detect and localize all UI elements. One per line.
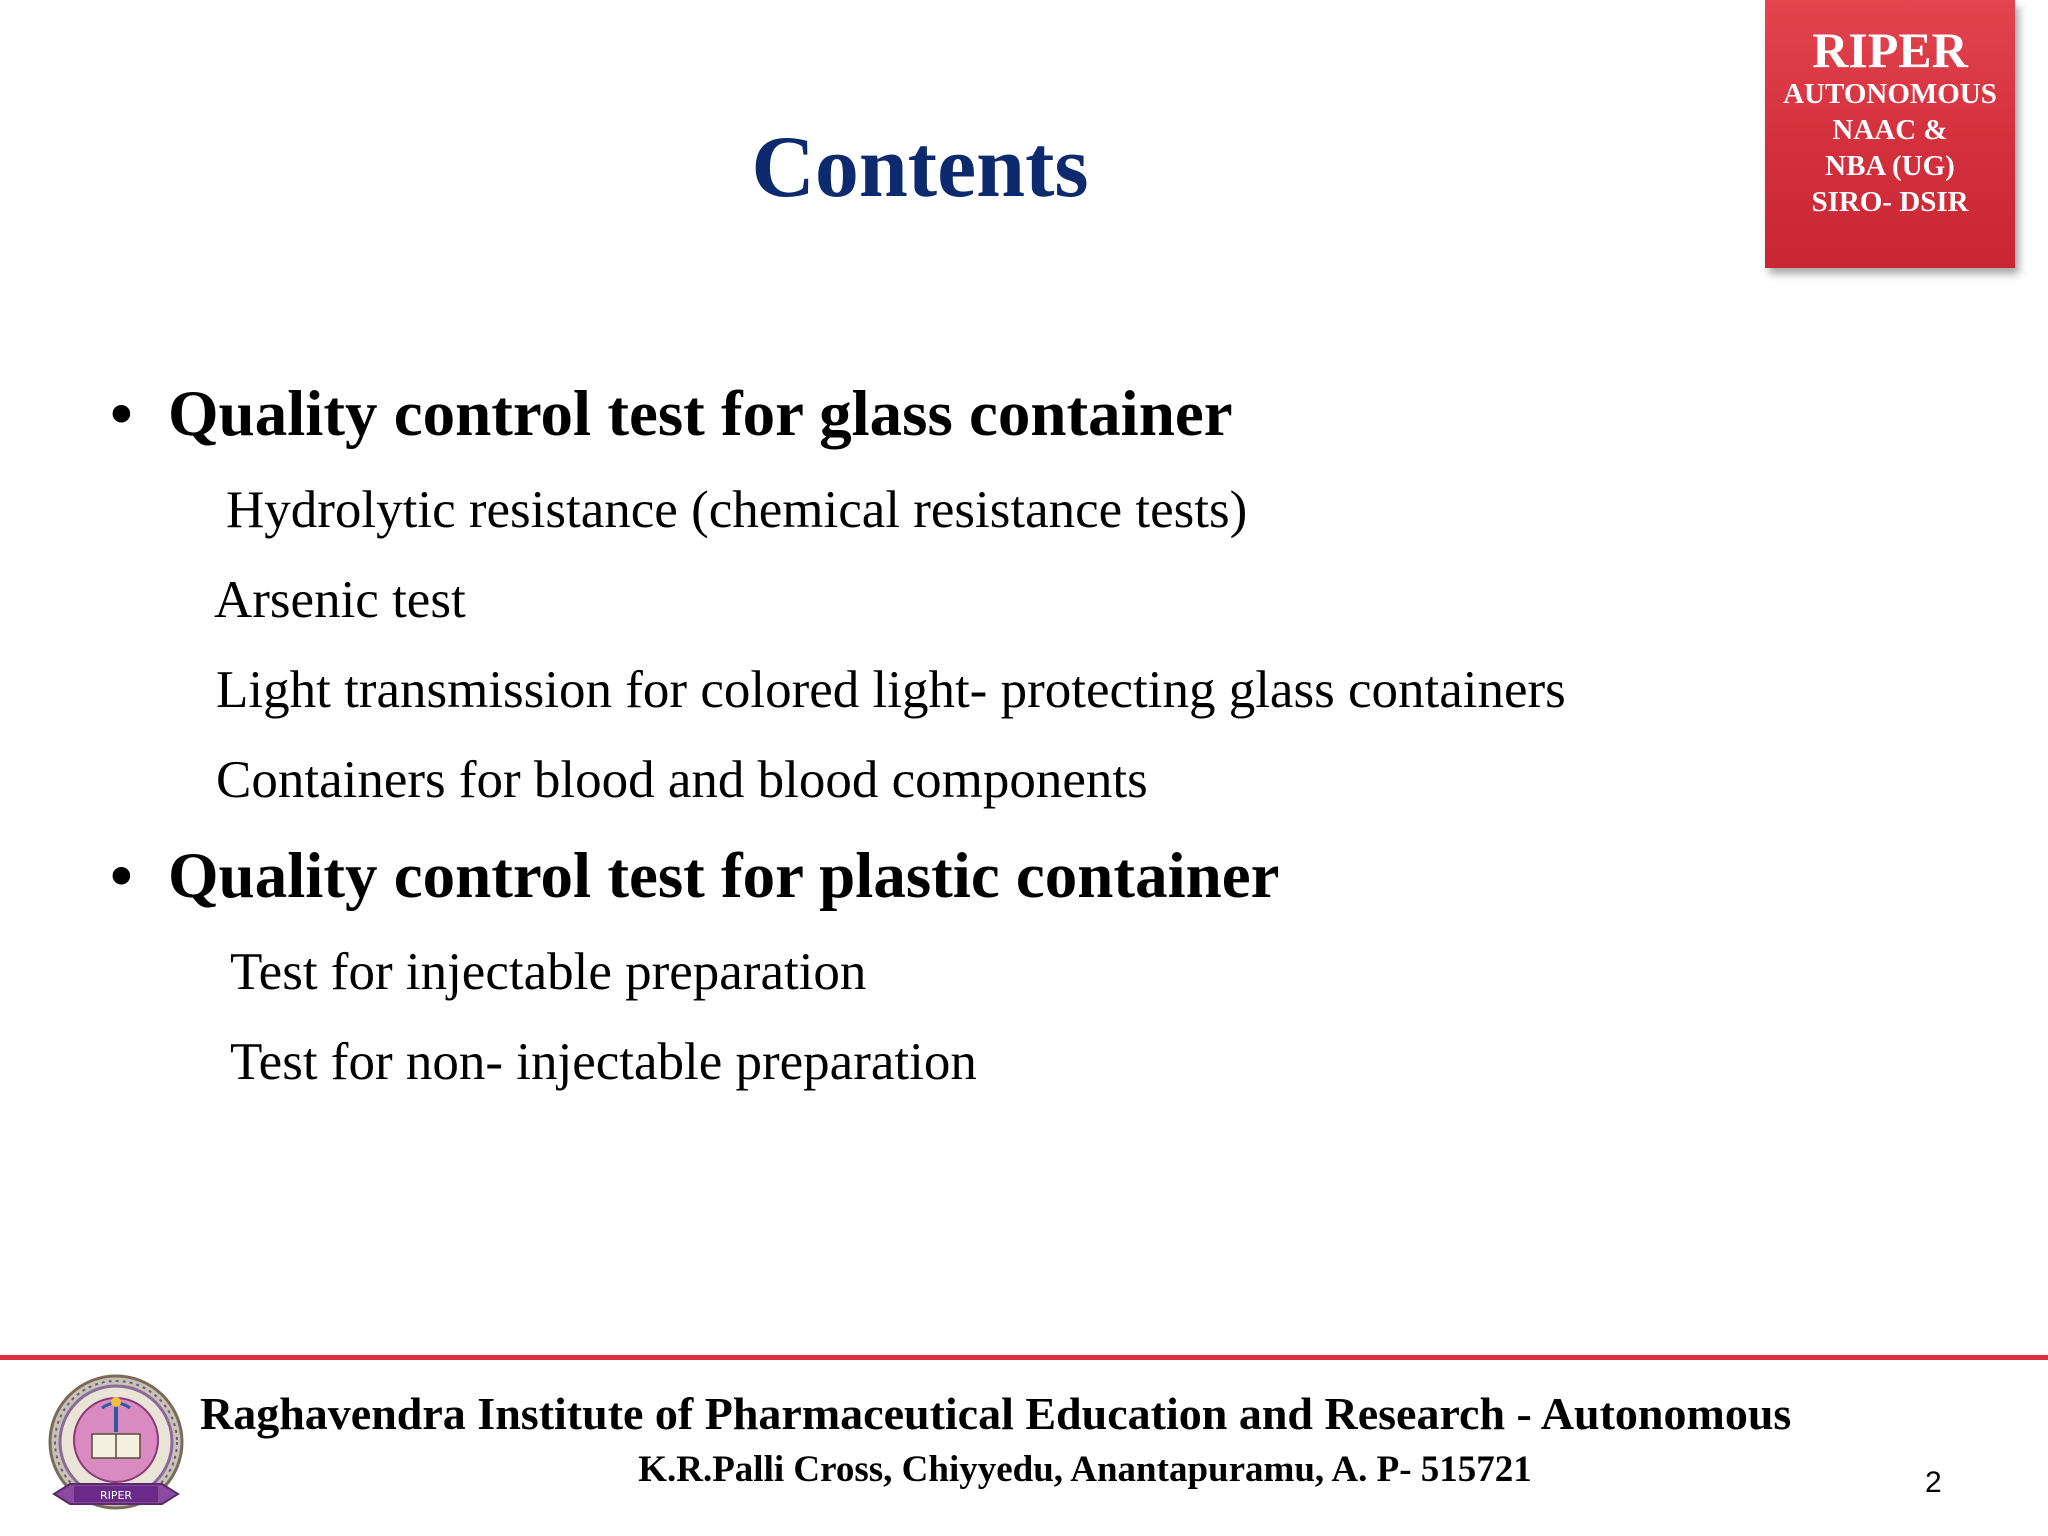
page-number: 2: [1925, 1466, 1942, 1499]
bullet-icon: •: [110, 378, 133, 450]
institute-seal-icon: [40, 1368, 192, 1526]
bullet-icon: •: [110, 840, 133, 912]
list-item-light-transmission: Light transmission for colored light- protecting glass containers: [216, 661, 1566, 719]
section-heading-glass: [110, 378, 1233, 450]
institute-address: K.R.Palli Cross, Chiyyedu, Anantapuramu, A. P- 515721: [638, 1449, 1532, 1490]
badge-line-naac: NAAC &: [1832, 114, 1948, 146]
footer-divider: [0, 1355, 2048, 1360]
svg-text:RIPER: RIPER: [99, 1489, 133, 1502]
list-item-blood-containers: Containers for blood and blood components: [216, 751, 1148, 809]
list-item-injectable: Test for injectable preparation: [230, 943, 867, 1001]
slide-title: Contents: [751, 119, 1089, 216]
institute-name: Raghavendra Institute of Pharmaceutical Education and Research - Autonomous: [200, 1388, 1792, 1439]
list-item-hydrolytic: Hydrolytic resistance (chemical resistance tests): [226, 481, 1248, 539]
list-item-arsenic: Arsenic test: [214, 571, 466, 629]
badge-line-siro: SIRO- DSIR: [1811, 186, 1969, 218]
list-item-non-injectable: Test for non- injectable preparation: [230, 1033, 977, 1091]
section-heading-plastic: [110, 840, 1279, 912]
section-heading-text: Quality control test for plastic container: [168, 840, 1280, 912]
badge-title: RIPER: [1812, 22, 1968, 78]
badge-line-autonomous: AUTONOMOUS: [1783, 78, 1997, 110]
badge-line-nba: NBA (UG): [1825, 150, 1955, 182]
section-heading-text: Quality control test for glass container: [168, 378, 1233, 450]
